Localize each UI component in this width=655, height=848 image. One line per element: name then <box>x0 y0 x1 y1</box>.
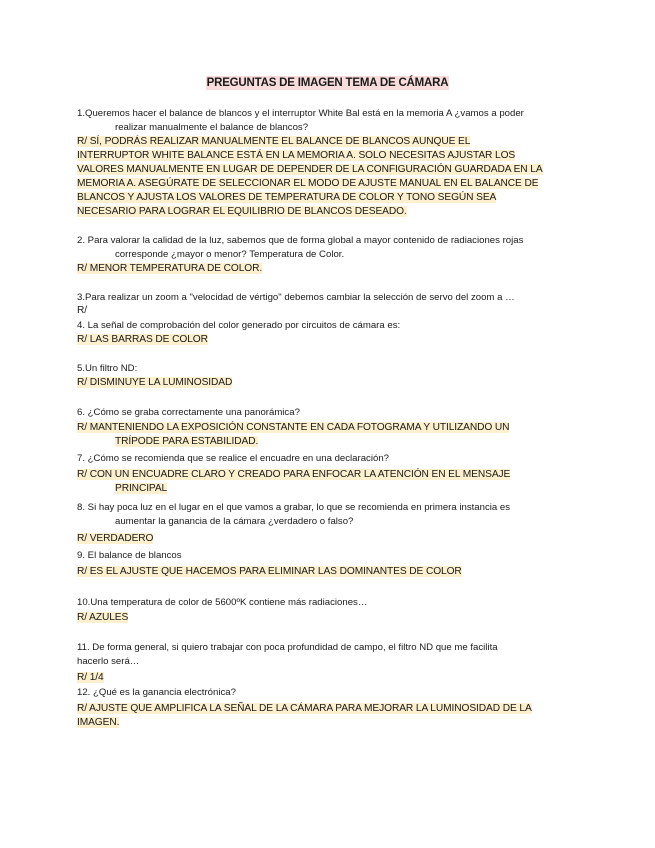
text-line: corresponde ¿mayor o menor? Temperatura de Color. <box>115 249 345 260</box>
text-line: R/ MENOR TEMPERATURA DE COLOR. <box>77 263 263 274</box>
answer-11 <box>77 671 577 685</box>
text-line: 4. La señal de comprobación del color generado por circuitos de cámara es: <box>77 320 401 331</box>
text-line: PRINCIPAL <box>115 483 168 494</box>
text-line: R/ ES EL AJUSTE QUE HACEMOS PARA ELIMINAR LAS DOMINANTES DE COLOR <box>77 566 462 577</box>
text-line: 12. ¿Qué es la ganancia electrónica? <box>77 687 236 698</box>
text-line: IMAGEN. <box>77 717 120 728</box>
text-line: 3.Para realizar un zoom a "velocidad de vértigo" debemos cambiar la selección de servo del zoom a … <box>77 292 515 303</box>
page-title <box>0 77 655 89</box>
answer-6 <box>77 421 577 449</box>
text-line: MEMORIA A. ASEGÚRATE DE SELECCIONAR EL MODO DE AJUSTE MANUAL EN EL BALANCE DE <box>77 178 539 189</box>
text-line: 1.Queremos hacer el balance de blancos y el interruptor White Bal está en la memoria A ¿vamos a poder <box>77 108 524 119</box>
answer-10 <box>77 611 577 625</box>
answer-4 <box>77 333 577 347</box>
question-9 <box>77 549 577 563</box>
text-line: R/ <box>77 305 87 316</box>
text-line: R/ AZULES <box>77 612 129 623</box>
question-8 <box>77 501 577 529</box>
question-10 <box>77 596 577 610</box>
text-line: VALORES MANUALMENTE EN LUGAR DE DEPENDER DE LA CONFIGURACIÓN GUARDADA EN LA <box>77 164 543 175</box>
text-line: R/ DISMINUYE LA LUMINOSIDAD <box>77 377 233 388</box>
text-line: aumentar la ganancia de la cámara ¿verdadero o falso? <box>115 516 354 527</box>
answer-8 <box>77 532 577 546</box>
text-line: 10.Una temperatura de color de 5600ºK contiene más radiaciones… <box>77 597 368 608</box>
question-7 <box>77 452 577 466</box>
text-line: R/ MANTENIENDO LA EXPOSICIÓN CONSTANTE EN CADA FOTOGRAMA Y UTILIZANDO UN <box>77 422 510 433</box>
answer-3 <box>77 304 577 318</box>
text-line: realizar manualmente el balance de blancos? <box>115 122 309 133</box>
answer-2 <box>77 262 577 276</box>
question-4 <box>77 319 577 333</box>
text-line: 11. De forma general, si quiero trabajar con poca profundidad de campo, el filtro ND que me facilita <box>77 642 498 653</box>
text-line: R/ 1/4 <box>77 672 104 683</box>
text-line: TRÍPODE PARA ESTABILIDAD. <box>115 436 259 447</box>
answer-12 <box>77 702 577 730</box>
question-3 <box>77 291 577 305</box>
text-line: NECESARIO PARA LOGRAR EL EQUILIBRIO DE BLANCOS DESEADO. <box>77 206 407 217</box>
answer-5 <box>77 376 577 390</box>
text-line: 7. ¿Cómo se recomienda que se realice el encuadre en una declaración? <box>77 453 389 464</box>
question-2 <box>77 234 577 262</box>
question-11 <box>77 641 577 669</box>
answer-1 <box>77 135 577 219</box>
text-line: R/ AJUSTE QUE AMPLIFICA LA SEÑAL DE LA CÁMARA PARA MEJORAR LA LUMINOSIDAD DE LA <box>77 703 532 714</box>
text-line: PREGUNTAS DE IMAGEN TEMA DE CÁMARA <box>206 77 449 89</box>
question-1 <box>77 107 577 135</box>
text-line: 6. ¿Cómo se graba correctamente una panorámica? <box>77 407 300 418</box>
text-line: 2. Para valorar la calidad de la luz, sabemos que de forma global a mayor contenido de radiaciones rojas <box>77 235 524 246</box>
text-line: R/ SÍ, PODRÁS REALIZAR MANUALMENTE EL BALANCE DE BLANCOS AUNQUE EL <box>77 136 471 147</box>
question-6 <box>77 406 577 420</box>
text-line: INTERRUPTOR WHITE BALANCE ESTÁ EN LA MEMORIA A. SOLO NECESITAS AJUSTAR LOS <box>77 150 516 161</box>
text-line: R/ VERDADERO <box>77 533 154 544</box>
question-12 <box>77 686 577 700</box>
answer-9 <box>77 565 577 579</box>
text-line: 9. El balance de blancos <box>77 550 182 561</box>
question-5 <box>77 362 577 376</box>
text-line: 5.Un filtro ND: <box>77 363 138 374</box>
text-line: hacerlo será… <box>77 656 140 667</box>
text-line: 8. Si hay poca luz en el lugar en el que vamos a grabar, lo que se recomienda en primera instancia es <box>77 502 511 513</box>
text-line: BLANCOS Y AJUSTA LOS VALORES DE TEMPERATURA DE COLOR Y TONO SEGÚN SEA <box>77 192 497 203</box>
text-line: R/ LAS BARRAS DE COLOR <box>77 334 208 345</box>
answer-7 <box>77 468 577 496</box>
text-line: R/ CON UN ENCUADRE CLARO Y CREADO PARA ENFOCAR LA ATENCIÓN EN EL MENSAJE <box>77 469 511 480</box>
